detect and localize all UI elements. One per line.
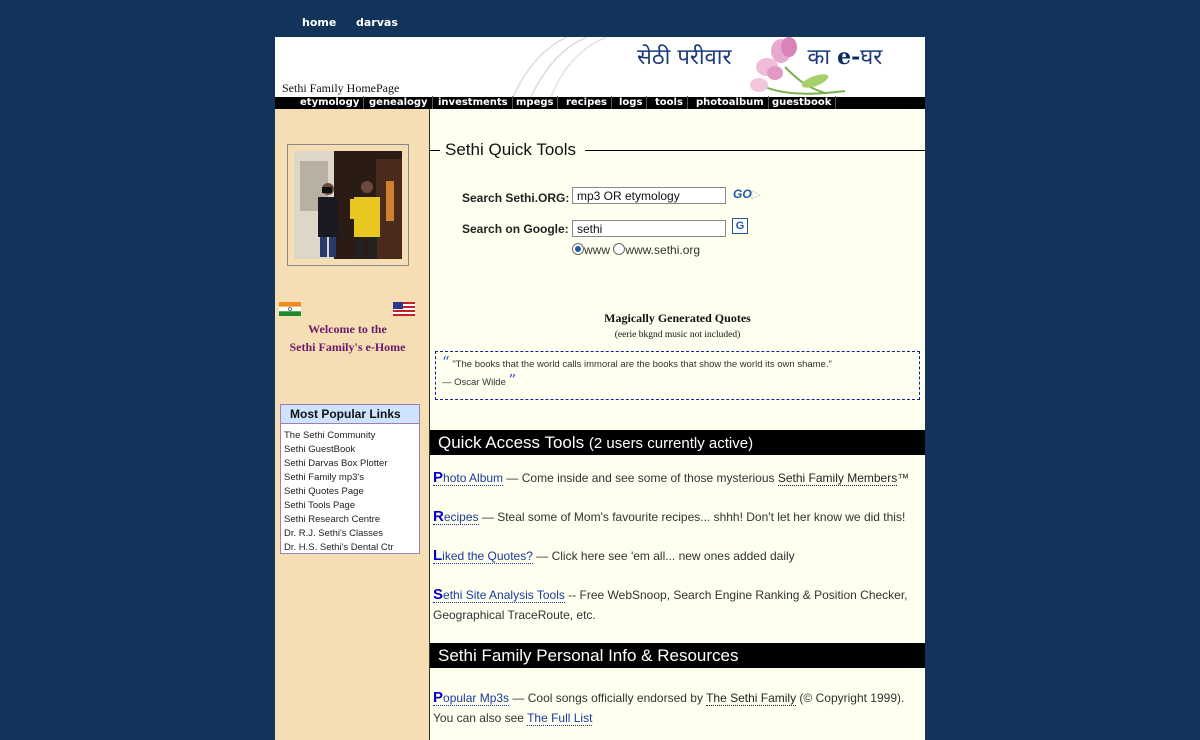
nav-logs-link[interactable]: logs bbox=[615, 96, 647, 109]
hindi-title-part2: का bbox=[807, 45, 831, 70]
main-content bbox=[430, 109, 925, 740]
nav-tools-link[interactable]: tools bbox=[651, 96, 688, 109]
item-description: -- Free WebSnoop, Search Engine Ranking & Position Checker, Geographical TraceRoute, etc. bbox=[433, 588, 908, 622]
quote-text: "The books that the world calls immoral are the books that show the world its own shame." bbox=[452, 359, 832, 370]
quotes-link[interactable] bbox=[433, 549, 533, 564]
quote-box bbox=[435, 351, 920, 400]
radio-www-label: www bbox=[584, 243, 610, 257]
popular-link[interactable]: Sethi Research Centre bbox=[284, 514, 381, 525]
top-nav bbox=[275, 0, 925, 37]
search-site-input[interactable]: mp3 OR etymology bbox=[572, 187, 726, 204]
active-users-count: (2 users currently active) bbox=[588, 435, 754, 452]
go-arrow-icon: ▷ bbox=[751, 187, 761, 201]
item-description: — Cool songs officially endorsed by bbox=[509, 691, 707, 705]
family-members-link[interactable]: Sethi Family Members bbox=[777, 471, 898, 485]
item-description-2: (© Copyright 1999). You can also see bbox=[433, 691, 905, 725]
page-container bbox=[275, 37, 925, 740]
popular-links-header: Most Popular Links bbox=[281, 405, 419, 424]
nav-home-link[interactable]: home bbox=[302, 16, 337, 29]
go-label: GO bbox=[733, 187, 752, 201]
item-description: — Come inside and see some of those mysterious bbox=[503, 471, 778, 485]
list-item bbox=[433, 507, 918, 527]
drop-cap: S bbox=[433, 586, 444, 603]
popular-link[interactable]: Sethi Tools Page bbox=[284, 500, 356, 511]
search-scope-radios bbox=[572, 243, 700, 257]
go-button[interactable] bbox=[733, 187, 761, 201]
drop-cap: R bbox=[433, 508, 444, 525]
homepage-title: Sethi Family HomePage bbox=[282, 81, 400, 95]
left-sidebar bbox=[275, 109, 430, 740]
welcome-text bbox=[275, 320, 420, 356]
popular-link[interactable]: Sethi GuestBook bbox=[284, 444, 356, 455]
search-google-input[interactable]: sethi bbox=[572, 220, 726, 237]
link-text: opular Mp3s bbox=[443, 691, 510, 705]
section-nav bbox=[275, 97, 925, 109]
popular-links-box bbox=[280, 404, 420, 554]
drop-cap: L bbox=[433, 547, 443, 564]
search-google-label: Search on Google: bbox=[462, 222, 569, 236]
drop-cap: P bbox=[433, 689, 444, 706]
nav-mpegs-link[interactable]: mpegs bbox=[512, 96, 558, 109]
nav-photoalbum-link[interactable]: photoalbum bbox=[692, 96, 769, 109]
link-text: ecipes bbox=[443, 510, 479, 524]
family-photo-frame bbox=[287, 144, 409, 266]
link-text: ethi Site Analysis Tools bbox=[443, 588, 565, 602]
radio-www[interactable] bbox=[572, 243, 584, 255]
list-item bbox=[433, 688, 918, 728]
nav-genealogy-link[interactable]: genealogy bbox=[365, 96, 433, 109]
nav-darvas-link[interactable]: darvas bbox=[356, 16, 398, 29]
popular-link[interactable]: Dr. R.J. Sethi's Classes bbox=[284, 528, 383, 539]
hindi-title-part4: घर bbox=[860, 45, 883, 70]
list-item bbox=[433, 468, 918, 488]
google-search-button[interactable]: G bbox=[732, 218, 748, 234]
nav-recipes-link[interactable]: recipes bbox=[562, 96, 612, 109]
photo-album-link[interactable] bbox=[433, 471, 503, 486]
list-item bbox=[433, 585, 918, 625]
popular-link[interactable]: Sethi Family mp3's bbox=[284, 472, 364, 483]
banner-swoosh-graphic bbox=[505, 37, 645, 97]
popular-mp3s-link[interactable] bbox=[433, 691, 509, 706]
quotes-subtitle: (eerie bkgnd music not included) bbox=[614, 330, 741, 340]
flower-icon bbox=[745, 37, 855, 97]
nav-investments-link[interactable]: investments bbox=[434, 96, 513, 109]
full-list-link[interactable]: The Full List bbox=[527, 711, 593, 725]
popular-link[interactable]: The Sethi Community bbox=[284, 430, 376, 441]
drop-cap: P bbox=[433, 469, 444, 486]
banner bbox=[275, 37, 925, 97]
sethi-family-link[interactable]: The Sethi Family bbox=[706, 691, 797, 705]
nav-guestbook-link[interactable]: guestbook bbox=[768, 96, 836, 109]
popular-link[interactable]: Sethi Quotes Page bbox=[284, 486, 364, 497]
personal-info-header: Sethi Family Personal Info & Resources bbox=[430, 643, 925, 668]
popular-link[interactable]: Dr. H.S. Sethi's Dental Ctr bbox=[284, 542, 394, 553]
usa-flag-icon bbox=[393, 302, 415, 316]
india-flag-icon bbox=[279, 302, 301, 316]
recipes-link[interactable] bbox=[433, 510, 479, 525]
list-item bbox=[433, 546, 918, 566]
quick-access-title: Quick Access Tools bbox=[438, 433, 585, 452]
section-rule-left bbox=[430, 150, 440, 151]
open-quote-mark: “ bbox=[442, 353, 450, 371]
item-description: — Click here see 'em all... new ones added daily bbox=[532, 549, 795, 563]
popular-link[interactable]: Sethi Darvas Box Plotter bbox=[284, 458, 388, 469]
popular-links-list bbox=[284, 429, 419, 555]
section-rule-right bbox=[585, 150, 925, 151]
quotes-title: Magically Generated Quotes bbox=[604, 311, 751, 325]
welcome-line-2: Sethi Family's e-Home bbox=[289, 340, 406, 354]
radio-sethi-org[interactable] bbox=[613, 243, 625, 255]
nav-etymology-link[interactable]: etymology bbox=[296, 96, 364, 109]
trademark-mark: ™ bbox=[897, 471, 910, 485]
link-text: hoto Album bbox=[443, 471, 504, 485]
search-site-label: Search Sethi.ORG: bbox=[462, 191, 570, 205]
hindi-title-part3: e- bbox=[837, 44, 861, 70]
hindi-title-part1: सेठी परीवार bbox=[637, 45, 732, 70]
family-photo bbox=[294, 151, 402, 259]
site-analysis-link[interactable] bbox=[433, 588, 565, 603]
item-description: — Steal some of Mom's favourite recipes... shhh! Don't let her know we did this! bbox=[478, 510, 906, 524]
link-text: iked the Quotes? bbox=[442, 549, 533, 563]
quick-access-header bbox=[430, 430, 925, 455]
quote-author: — Oscar Wilde bbox=[442, 377, 506, 388]
quick-tools-title: Sethi Quick Tools bbox=[445, 140, 582, 160]
close-quote-mark: ” bbox=[508, 371, 517, 389]
welcome-line-1: Welcome to the bbox=[308, 322, 387, 336]
radio-site-label: www.sethi.org bbox=[625, 243, 701, 257]
